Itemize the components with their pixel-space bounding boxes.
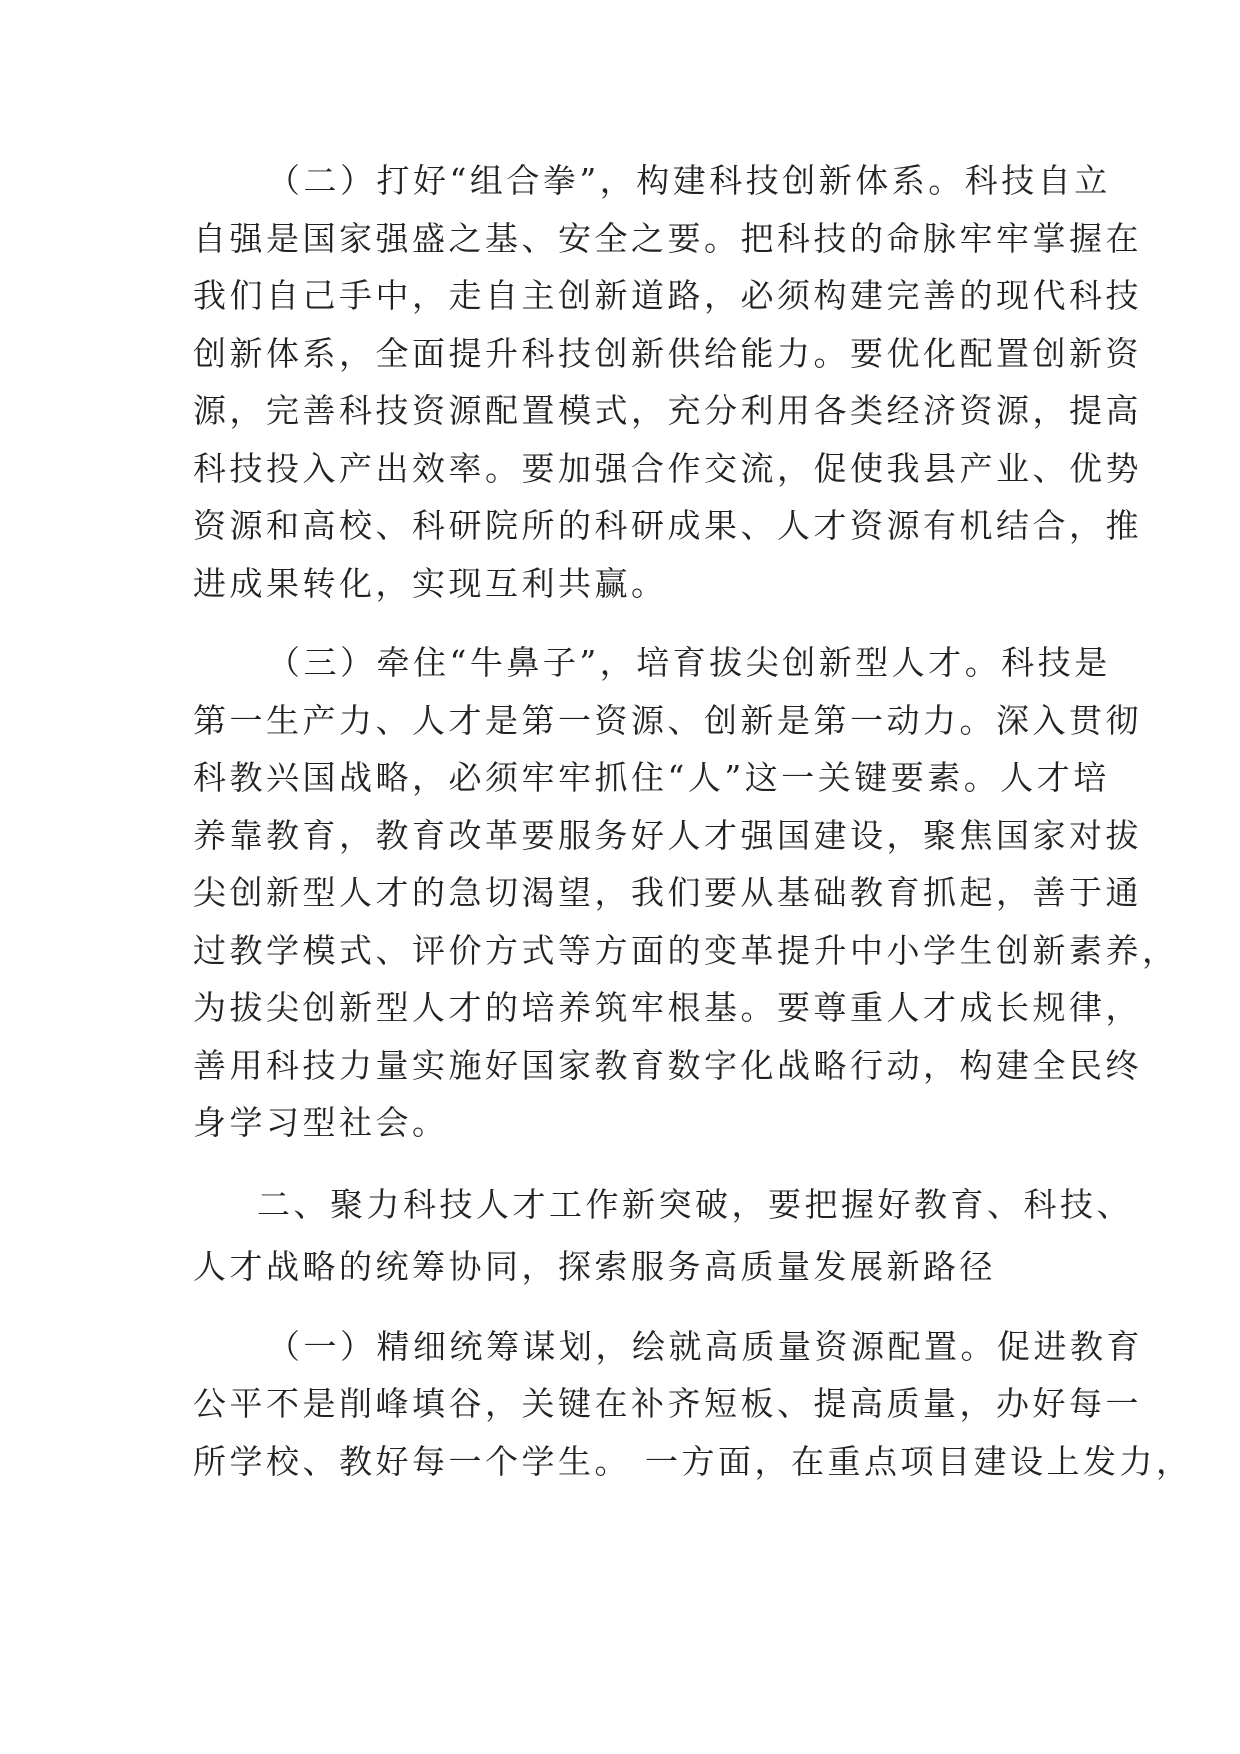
text-line: 身学习型社会。 xyxy=(193,1103,449,1142)
text-line: 过教学模式、评价方式等方面的变革提升中小学生创新素养， xyxy=(193,930,1179,970)
document-body xyxy=(193,152,1193,1512)
text-line: （三）牵住“牛鼻子”，培育拔尖创新型人才。科技是 xyxy=(267,643,1111,682)
text-line: 第一生产力、人才是第一资源、创新是第一动力。深入贯彻 xyxy=(193,700,1142,740)
paragraph-talent-cultivation xyxy=(193,634,1179,1152)
section-heading-two xyxy=(193,1174,1133,1298)
text-line: 自强是国家强盛之基、安全之要。把科技的命脉牢牢掌握在 xyxy=(193,218,1142,258)
text-line: 创新体系，全面提升科技创新供给能力。要优化配置创新资 xyxy=(193,333,1142,373)
text-line: （一）精细统筹谋划，绘就高质量资源配置。促进教育 xyxy=(267,1326,1143,1366)
text-line: 公平不是削峰填谷，关键在补齐短板、提高质量，办好每一 xyxy=(193,1384,1142,1423)
text-line: 尖创新型人才的急切渴望，我们要从基础教育抓起，善于通 xyxy=(193,873,1142,912)
text-line: 科教兴国战略，必须牢牢抓住“人”这一关键要素。人才培 xyxy=(193,758,1110,797)
text-line: 进成果转化，实现互利共赢。 xyxy=(193,563,668,603)
text-line: 人才战略的统筹协同，探索服务高质量发展新路径 xyxy=(193,1246,996,1286)
text-line: 资源和高校、科研院所的科研成果、人才资源有机结合，推 xyxy=(193,506,1142,545)
text-line: （二）打好“组合拳”，构建科技创新体系。科技自立 xyxy=(267,161,1111,200)
paragraph-science-innovation-system xyxy=(193,152,1142,612)
text-line: 我们自己手中，走自主创新道路，必须构建完善的现代科技 xyxy=(193,276,1142,315)
text-line: 所学校、教好每一个学生。 一方面，在重点项目建设上发力， xyxy=(193,1441,1193,1481)
text-line: 二、聚力科技人才工作新突破，要把握好教育、科技、 xyxy=(257,1184,1133,1224)
paragraph-resource-allocation xyxy=(193,1318,1193,1491)
text-line: 善用科技力量实施好国家教育数字化战略行动，构建全民终 xyxy=(193,1045,1142,1085)
text-line: 源，完善科技资源配置模式，充分利用各类经济资源，提高 xyxy=(193,391,1142,430)
text-line: 科技投入产出效率。要加强合作交流，促使我县产业、优势 xyxy=(193,448,1142,488)
text-line: 养靠教育，教育改革要服务好人才强国建设，聚焦国家对拔 xyxy=(193,815,1142,855)
text-line: 为拔尖创新型人才的培养筑牢根基。要尊重人才成长规律， xyxy=(193,988,1142,1027)
